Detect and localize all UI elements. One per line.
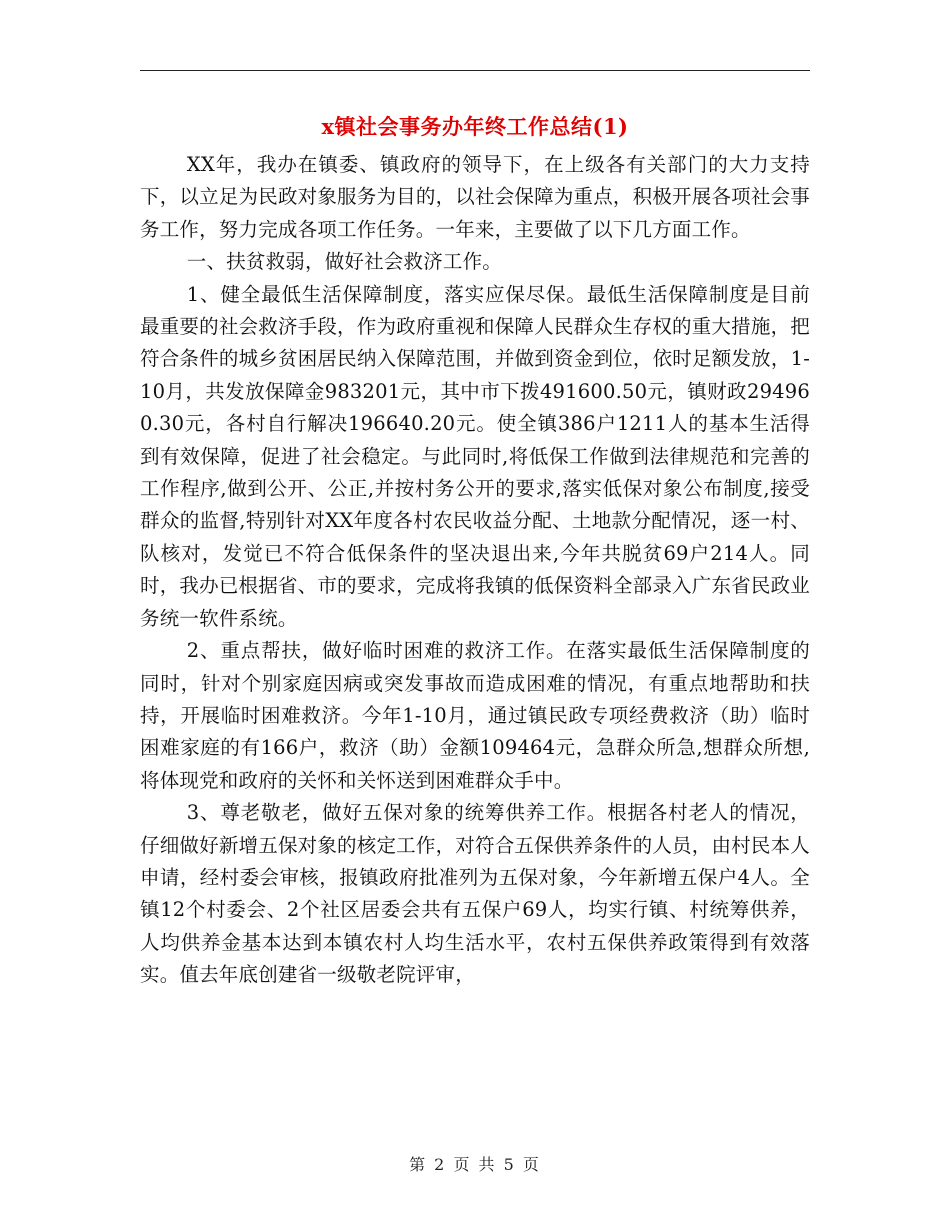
paragraph-item-1: 1、健全最低生活保障制度，落实应保尽保。最低生活保障制度是目前最重要的社会救济手段，作为政府重视和保障人民群众生存权的重大措施，把符合条件的城乡贫困居民纳入保障范围，并做到资金到位，依时足额发放，1-10月，共发放保障金983201元，其中市下拨491600.50元，镇财政294960.30元，各村自行解决196640.20元。使全镇386户1211人的基本生活得到有效保障，促进了社会稳定。与此同时,将低保工作做到法律规范和完善的工作程序,做到公开、公正,并按村务公开的要求,落实低保对象公布制度,接受群众的监督,特别针对XX年度各村农民收益分配、土地款分配情况，逐一村、队核对，发觉已不符合低保条件的坚决退出来,今年共脱贫69户214人。同时，我办已根据省、市的要求，完成将我镇的低保资料全部录入广东省民政业务统一软件系统。: [140, 282, 810, 630]
paragraph-item-3: 3、尊老敬老，做好五保对象的统筹供养工作。根据各村老人的情况，仔细做好新增五保对象的核定工作，对符合五保供养条件的人员，由村民本人申请，经村委会审核，报镇政府批准列为五保对象，今年新增五保户4人。全镇12个村委会、2个社区居委会共有五保户69人，均实行镇、村统筹供养，人均供养金基本达到本镇农村人均生活水平，农村五保供养政策得到有效落实。值去年底创建省一级敬老院评审，: [140, 801, 810, 987]
document-title: x镇社会事务办年终工作总结(1): [321, 114, 629, 139]
paragraph-item-2: 2、重点帮扶，做好临时困难的救济工作。在落实最低生活保障制度的同时，针对个别家庭因病或突发事故而造成困难的情况，有重点地帮助和扶持，开展临时困难救济。今年1-10月，通过镇民政专项经费救济（助）临时困难家庭的有166户，救济（助）金额109464元，急群众所急,想群众所想,将体现党和政府的关怀和关怀送到困难群众手中。: [140, 639, 810, 792]
paragraph-intro: XX年，我办在镇委、镇政府的领导下，在上级各有关部门的大力支持下，以立足为民政对象服务为目的，以社会保障为重点，积极开展各项社会事务工作，努力完成各项工作任务。一年来，主要做了以下几方面工作。: [140, 153, 810, 241]
document-body: [140, 149, 810, 992]
header-rule: [140, 70, 810, 71]
page-number: 第 2 页 共 5 页: [409, 1155, 541, 1174]
paragraph-section-heading: 一、扶贫救弱，做好社会救济工作。: [186, 250, 502, 274]
